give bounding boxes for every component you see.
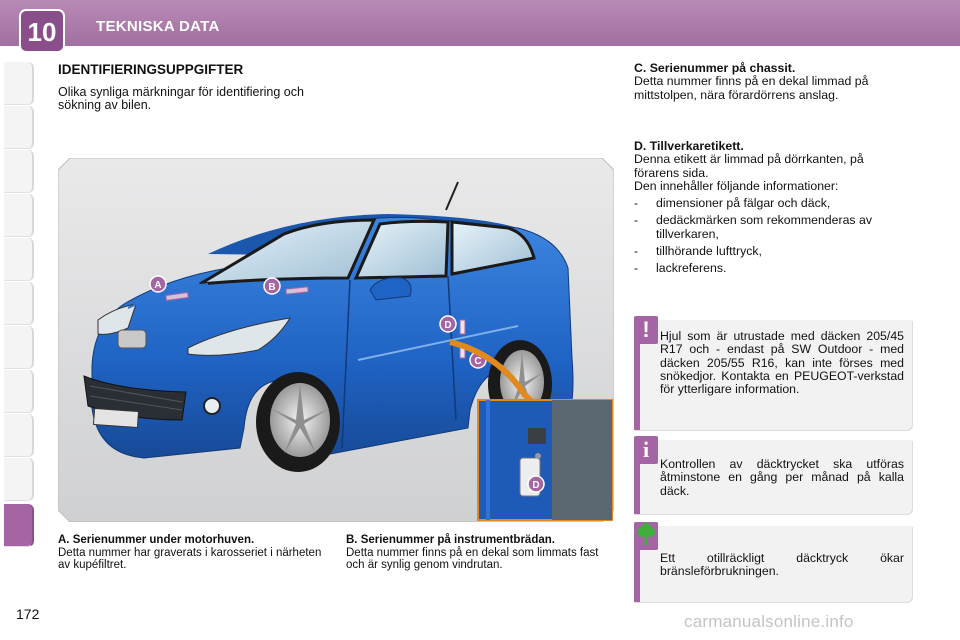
caption-a — [58, 534, 328, 572]
section-c-title: C. Serienummer på chassit. — [634, 61, 796, 75]
info-text: Kontrollen av däcktrycket ska utföras åtminstone en gång per månad på kalla däck. — [660, 457, 904, 498]
marker-c-label: C — [474, 356, 482, 367]
chapter-number: 10 — [27, 17, 57, 47]
section-c-text: Detta nummer finns på en dekal limmad på mittstolpen, nära förardörrens anslag. — [634, 74, 869, 102]
eco-note — [634, 526, 912, 602]
chapter-tab[interactable] — [4, 194, 34, 237]
chapter-tab[interactable] — [4, 62, 34, 105]
list-item-text: tillhörande lufttryck, — [656, 244, 762, 259]
license-plate — [93, 408, 138, 427]
tree-icon — [634, 522, 658, 550]
section-heading: IDENTIFIERINGSUPPGIFTER — [58, 62, 244, 77]
chapter-tab[interactable] — [4, 370, 34, 413]
marker-b-label: B — [268, 282, 276, 293]
chapter-tab[interactable] — [4, 326, 34, 369]
section-d-title: D. Tillverkaretikett. — [634, 139, 744, 153]
caption-b-text: Detta nummer finns på en dekal som limmats fast och är synlig genom vindrutan. — [346, 546, 599, 571]
info-icon: i — [634, 436, 658, 464]
section-d-text-2: Den innehåller följande informationer: — [634, 178, 839, 193]
warning-icon: ! — [634, 316, 658, 344]
caption-b-title: B. Serienummer på instrumentbrädan. — [346, 534, 555, 546]
chapter-tab[interactable] — [4, 414, 34, 457]
chapter-tab[interactable] — [4, 282, 34, 325]
caption-a-title: A. Serienummer under motorhuven. — [58, 534, 255, 546]
list-item: - dimensioner på fälgar och däck, — [634, 196, 831, 211]
front-wheel — [256, 372, 340, 472]
list-item: - lackreferens. — [634, 261, 727, 276]
chapter-tab[interactable] — [4, 106, 34, 149]
caption-a-text: Detta nummer har graverats i karosseriet i närheten av kupéfiltret. — [58, 546, 322, 571]
list-item-text: dimensioner på fälgar och däck, — [656, 196, 831, 211]
list-item-text: dedäckmärken som rekommenderas av tillverkaren, — [656, 213, 872, 241]
chapter-tabs — [0, 62, 34, 572]
chapter-tab[interactable] — [4, 238, 34, 281]
warning-text: Hjul som är utrustade med däcken 205/45 R17 och - endast på SW Outdoor - med däcken 205/55 R16, kan inte förses med snökedjor. Kontakta en PEUGEOT-verkstad för ytterligare information. — [660, 329, 904, 397]
section-d-text-1: Denna etikett är limmad på dörrkanten, på förarens sida. — [634, 152, 864, 180]
list-item-text: lackreferens. — [656, 261, 727, 276]
chapter-tab[interactable] — [4, 150, 34, 193]
door-detail-inset — [478, 400, 612, 520]
marker-d-label: D — [444, 320, 452, 331]
info-note — [634, 437, 912, 514]
chapter-title: TEKNISKA DATA — [96, 18, 220, 35]
section-c — [634, 62, 906, 102]
watermark: carmanualsonline.info — [684, 612, 854, 631]
list-item: - dedäckmärken som rekommenderas av tillverkaren, — [634, 213, 872, 241]
eco-text: Ett otillräckligt däcktryck ökar bränsleförbrukningen. — [660, 551, 904, 579]
caption-b — [346, 534, 616, 572]
marker-d-inset-label: D — [532, 480, 540, 491]
marker-a-label: A — [154, 280, 162, 291]
chapter-number-badge — [18, 8, 66, 54]
car-illustration — [58, 158, 614, 522]
section-d — [634, 140, 906, 276]
page-number: 172 — [16, 606, 40, 622]
list-item: - tillhörande lufttryck, — [634, 244, 762, 259]
warning-note — [634, 317, 912, 430]
chapter-tab[interactable] — [4, 458, 34, 501]
chapter-tab-active[interactable] — [4, 504, 34, 547]
section-intro: Olika synliga märkningar för identifiering och sökning av bilen. — [58, 85, 304, 112]
